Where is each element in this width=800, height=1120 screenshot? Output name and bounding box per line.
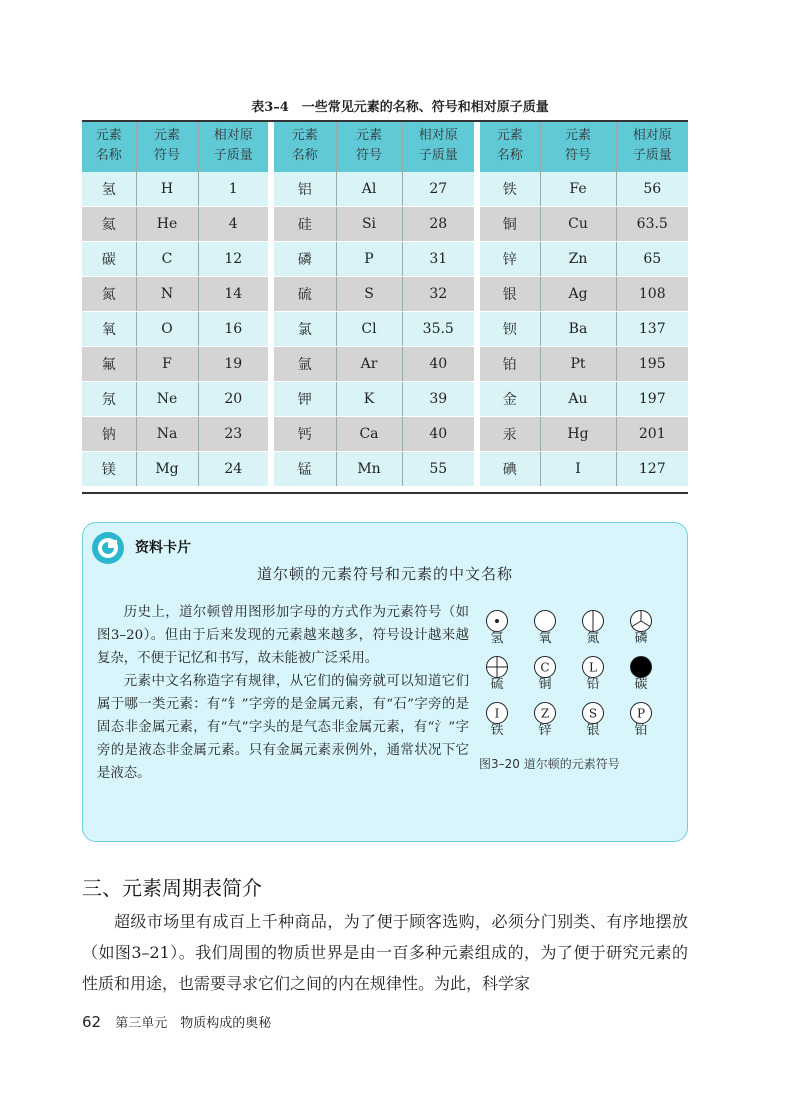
section-body	[82, 906, 688, 999]
table-cell: 碘	[480, 452, 540, 487]
table-cell: 63.5	[616, 207, 688, 242]
dalton-mark-icon	[581, 655, 605, 679]
dalton-mark-icon	[485, 701, 509, 725]
table-cell: Al	[336, 172, 402, 207]
dalton-symbol-1	[475, 609, 519, 646]
info-card-text	[97, 601, 469, 785]
table-cell: K	[336, 382, 402, 417]
table-cell: 钾	[274, 382, 336, 417]
table-row	[82, 312, 688, 347]
table-cell: Hg	[540, 417, 616, 452]
table-cell: 65	[616, 242, 688, 277]
table-cell: 14	[198, 277, 268, 312]
table-row	[82, 242, 688, 277]
dalton-mark-icon	[629, 701, 653, 725]
table-cell: 碳	[82, 242, 136, 277]
table-cell: 钠	[82, 417, 136, 452]
table-cell: 127	[616, 452, 688, 487]
table-cell: 197	[616, 382, 688, 417]
info-card-title: 道尔顿的元素符号和元素的中文名称	[256, 565, 513, 583]
dalton-symbol-4	[619, 609, 663, 646]
table-row	[82, 347, 688, 382]
table-row	[82, 277, 688, 312]
table-cell: Mn	[336, 452, 402, 487]
table-cell: 20	[198, 382, 268, 417]
dalton-symbol-12	[619, 701, 663, 738]
table-cell: 氮	[82, 277, 136, 312]
dalton-symbol-10	[523, 701, 567, 738]
table-cell: 55	[402, 452, 474, 487]
table-cell: N	[136, 277, 198, 312]
table-cell: 氯	[274, 312, 336, 347]
section-paragraph: 超级市场里有成百上千种商品，为了便于顾客选购，必须分门别类、有序地摆放（如图3–21）。我们周围的物质世界是由一百多种元素组成的，为了便于研究元素的性质和用途，也需要寻求它们之间的内在规律性。为此，科学家	[82, 912, 688, 993]
table-cell: 氦	[82, 207, 136, 242]
info-card-label: 资料卡片	[135, 540, 191, 556]
table-cell: 钡	[480, 312, 540, 347]
table-cell: 氢	[82, 172, 136, 207]
dalton-mark-icon	[629, 609, 653, 633]
card-paragraph-2: 元素中文名称造字有规律，从它们的偏旁就可以知道它们属于哪一类元素：有“钅”字旁的是金属元素，有“石”字旁的是固态非金属元素，有“气”字头的是气态非金属元素，有“氵”字旁的是液态非金属元素。只有金属元素汞例外，通常状况下它是液态。	[97, 674, 469, 781]
table-cell: Fe	[540, 172, 616, 207]
svg-text:C: C	[540, 660, 550, 675]
table-cell: Ba	[540, 312, 616, 347]
table-cell: 氩	[274, 347, 336, 382]
svg-text:P: P	[636, 706, 646, 721]
table-cell: 4	[198, 207, 268, 242]
element-table	[82, 120, 688, 494]
svg-text:L: L	[589, 660, 597, 675]
table-cell: 108	[616, 277, 688, 312]
table-cell: Ar	[336, 347, 402, 382]
table-cell: 氧	[82, 312, 136, 347]
table-cell: 31	[402, 242, 474, 277]
table-cell: 钙	[274, 417, 336, 452]
table-cell: 35.5	[402, 312, 474, 347]
dalton-symbol-2	[523, 609, 567, 646]
dalton-element-name: 硫	[490, 677, 504, 692]
table-cell: 铜	[480, 207, 540, 242]
dalton-symbol-11	[571, 701, 615, 738]
table-cell: 27	[402, 172, 474, 207]
table-row	[82, 172, 688, 207]
table-cell: 40	[402, 347, 474, 382]
table-cell: 铁	[480, 172, 540, 207]
dalton-mark-icon	[581, 609, 605, 633]
dalton-mark-icon	[533, 701, 557, 725]
dalton-mark-icon	[533, 609, 557, 633]
dalton-mark-icon	[629, 655, 653, 679]
table-cell: 锌	[480, 242, 540, 277]
table-header-cell: 元素 符号	[136, 120, 198, 172]
page-footer	[82, 1012, 271, 1031]
dalton-mark-icon	[485, 655, 509, 679]
table-cell: O	[136, 312, 198, 347]
dalton-element-name: 碳	[634, 677, 648, 692]
card-paragraph-1: 历史上，道尔顿曾用图形加字母的方式作为元素符号（如图3–20）。但由于后来发现的元素越来越多，符号设计越来越复杂，不便于记忆和书写，故未能被广泛采用。	[97, 605, 469, 666]
table-cell: 硫	[274, 277, 336, 312]
info-card-icon	[91, 531, 125, 565]
table-cell: 汞	[480, 417, 540, 452]
table-cell: Pt	[540, 347, 616, 382]
table-cell: 195	[616, 347, 688, 382]
table-cell: P	[336, 242, 402, 277]
table-cell: 137	[616, 312, 688, 347]
dalton-mark-icon	[485, 609, 509, 633]
table-row	[82, 207, 688, 242]
dalton-element-name: 铜	[538, 677, 552, 692]
table-header-cell: 元素 名称	[480, 120, 540, 172]
table-cell: 28	[402, 207, 474, 242]
table-header-cell: 元素 名称	[274, 120, 336, 172]
footer-text: 第三单元 物质构成的奥秘	[115, 1016, 272, 1031]
table-cell: C	[136, 242, 198, 277]
dalton-element-name: 氧	[538, 631, 552, 646]
table-cell: Mg	[136, 452, 198, 487]
table-cell: 铂	[480, 347, 540, 382]
table-cell: 32	[402, 277, 474, 312]
dalton-element-name: 氢	[490, 631, 504, 646]
table-cell: S	[336, 277, 402, 312]
dalton-element-name: 银	[586, 723, 600, 738]
table-cell: Ca	[336, 417, 402, 452]
svg-text:Z: Z	[540, 706, 550, 721]
table-header-cell: 元素 符号	[540, 120, 616, 172]
svg-text:S: S	[588, 706, 598, 721]
table-cell: 金	[480, 382, 540, 417]
table-header-cell: 元素 名称	[82, 120, 136, 172]
dalton-element-name: 铂	[634, 723, 648, 738]
table-row	[82, 452, 688, 487]
dalton-symbol-5	[475, 655, 519, 692]
table-cell: Ne	[136, 382, 198, 417]
dalton-symbol-7	[571, 655, 615, 692]
table-cell: Au	[540, 382, 616, 417]
table-cell: 氖	[82, 382, 136, 417]
dalton-element-name: 锌	[538, 723, 552, 738]
table-cell: 磷	[274, 242, 336, 277]
dalton-symbol-6	[523, 655, 567, 692]
table-cell: Cu	[540, 207, 616, 242]
dalton-symbol-9	[475, 701, 519, 738]
dalton-element-name: 磷	[634, 631, 648, 646]
dalton-mark-icon	[533, 655, 557, 679]
table-cell: I	[540, 452, 616, 487]
table-header-cell: 相对原 子质量	[198, 120, 268, 172]
table-cell: 1	[198, 172, 268, 207]
table-cell: He	[136, 207, 198, 242]
table-header-cell: 元素 符号	[336, 120, 402, 172]
table-cell: 24	[198, 452, 268, 487]
table-row	[82, 417, 688, 452]
table-cell: 23	[198, 417, 268, 452]
table-cell: 硅	[274, 207, 336, 242]
table-cell: Na	[136, 417, 198, 452]
dalton-element-name: 氮	[586, 631, 600, 646]
page-number: 62	[82, 1013, 102, 1031]
table-row	[82, 382, 688, 417]
figure-caption: 图3–20 道尔顿的元素符号	[479, 757, 620, 771]
table-cell: 56	[616, 172, 688, 207]
table-header-cell: 相对原 子质量	[402, 120, 474, 172]
table-cell: 19	[198, 347, 268, 382]
dalton-symbol-3	[571, 609, 615, 646]
table-cell: 39	[402, 382, 474, 417]
table-cell: H	[136, 172, 198, 207]
table-cell: Zn	[540, 242, 616, 277]
table-cell: 锰	[274, 452, 336, 487]
table-cell: 镁	[82, 452, 136, 487]
table-cell: Si	[336, 207, 402, 242]
table-cell: 16	[198, 312, 268, 347]
table-cell: 40	[402, 417, 474, 452]
info-card	[82, 522, 688, 842]
table-cell: 氟	[82, 347, 136, 382]
dalton-symbol-8	[619, 655, 663, 692]
table-header-cell: 相对原 子质量	[616, 120, 688, 172]
table-cell: Cl	[336, 312, 402, 347]
dalton-element-name: 铁	[490, 723, 504, 738]
table-cell: 12	[198, 242, 268, 277]
section-title: 三、元素周期表简介	[82, 876, 262, 900]
table-cell: 铝	[274, 172, 336, 207]
table-cell: 银	[480, 277, 540, 312]
table-caption: 表3–4 一些常见元素的名称、符号和相对原子质量	[251, 100, 549, 115]
dalton-element-name: 铅	[586, 677, 600, 692]
table-cell: 201	[616, 417, 688, 452]
table-cell: Ag	[540, 277, 616, 312]
dalton-mark-icon	[581, 701, 605, 725]
table-cell: F	[136, 347, 198, 382]
svg-text:I: I	[494, 706, 500, 721]
